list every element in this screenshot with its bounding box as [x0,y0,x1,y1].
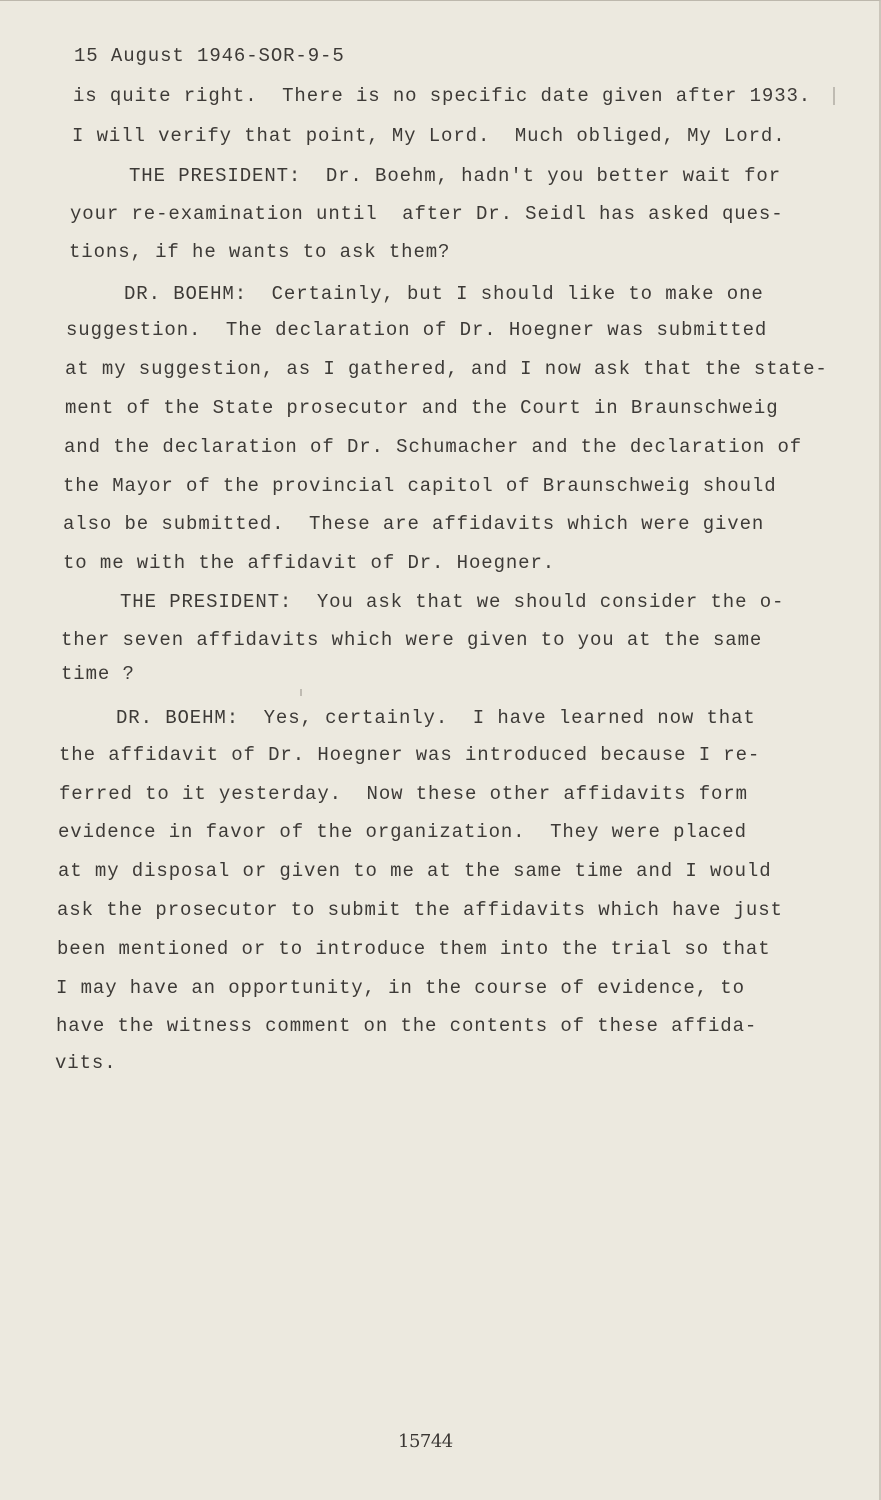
text-line: at my suggestion, as I gathered, and I now ask that the state- [65,358,828,380]
text-line: your re-examination until after Dr. Seidl has asked ques- [70,203,784,225]
text-line: the affidavit of Dr. Hoegner was introduced because I re- [59,744,761,766]
text-line: to me with the affidavit of Dr. Hoegner. [63,552,556,574]
text-line: THE PRESIDENT: You ask that we should consider the o- [120,591,785,613]
text-line: and the declaration of Dr. Schumacher and the declaration of [64,436,803,458]
text-line: is quite right. There is no specific date given after 1933. [73,85,812,107]
text-line: have the witness comment on the contents of these affida- [56,1015,758,1037]
text-line: been mentioned or to introduce them into the trial so that [57,938,771,960]
text-line: ment of the State prosecutor and the Court in Braunschweig [65,397,779,419]
text-line: I will verify that point, My Lord. Much obliged, My Lord. [72,125,786,147]
text-line: time ? [61,663,135,685]
text-line: evidence in favor of the organization. They were placed [58,821,747,843]
text-line: also be submitted. These are affidavits which were given [63,513,765,535]
text-line: suggestion. The declaration of Dr. Hoegner was submitted [66,319,768,341]
text-line: vits. [55,1052,117,1074]
text-line: the Mayor of the provincial capitol of Braunschweig should [63,475,777,497]
text-line: tions, if he wants to ask them? [69,241,451,263]
edge-mark [833,87,835,105]
text-line: ther seven affidavits which were given to you at the same [61,629,763,651]
text-line: ask the prosecutor to submit the affidavits which have just [57,899,783,921]
page-number: 15744 [398,1431,453,1452]
text-line: ferred to it yesterday. Now these other affidavits form [59,783,748,805]
stray-mark [300,689,302,696]
text-line: DR. BOEHM: Yes, certainly. I have learned now that [116,707,756,729]
text-line: I may have an opportunity, in the course of evidence, to [56,977,745,999]
document-header: 15 August 1946-SOR-9-5 [74,45,345,67]
text-line: DR. BOEHM: Certainly, but I should like to make one [124,283,764,305]
text-line: at my disposal or given to me at the same time and I would [58,860,772,882]
text-line: THE PRESIDENT: Dr. Boehm, hadn't you better wait for [129,165,781,187]
